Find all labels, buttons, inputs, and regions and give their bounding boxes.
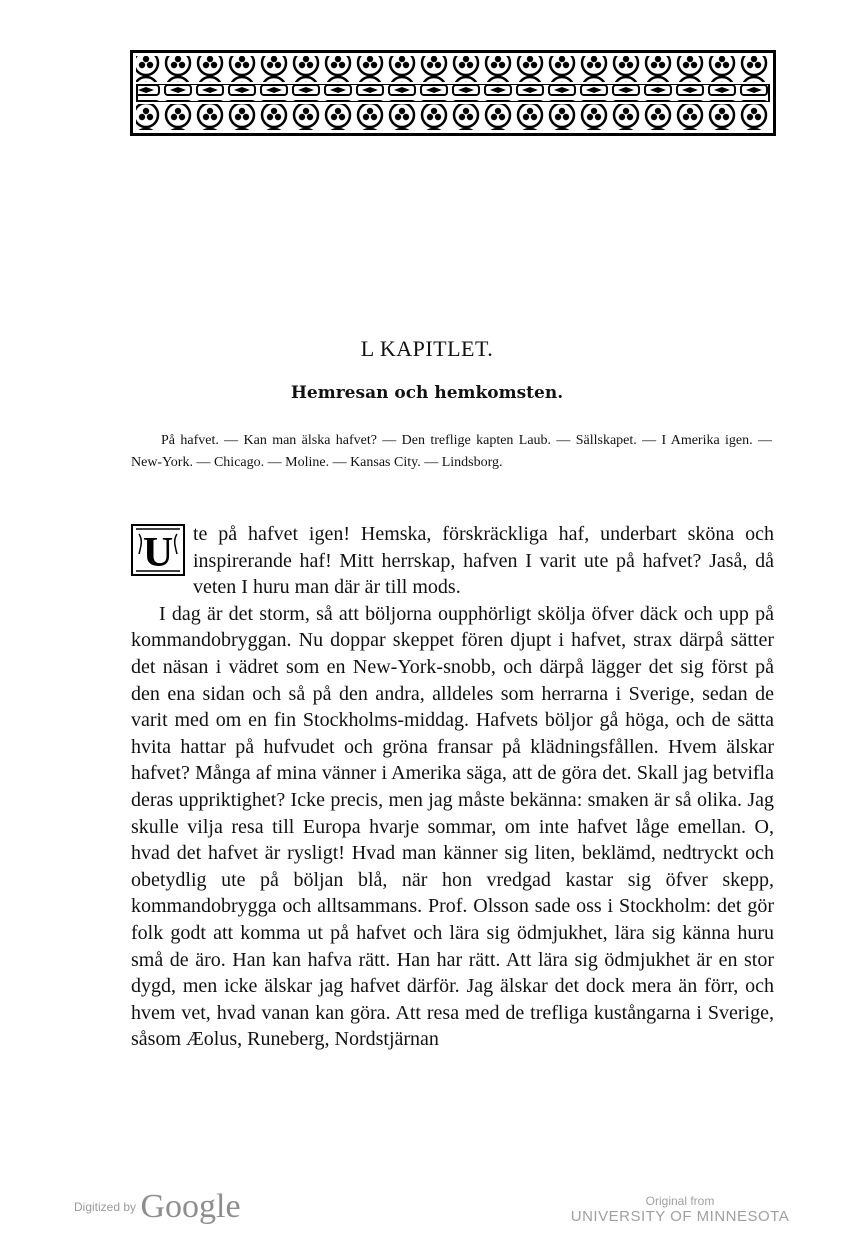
google-logo: Google xyxy=(140,1188,241,1225)
ornamental-header-band-icon xyxy=(130,50,776,136)
paragraph-1-text: te på hafvet igen! Hemska, förskräckliga haf, underbart sköna och inspirerande haf! Mitt herrskap, hafven I varit ute på hafvet? Jaså, då veten I huru man där är till mods. xyxy=(193,523,774,599)
original-from-label: Original from xyxy=(645,1194,715,1208)
paragraph-1 xyxy=(131,521,774,601)
digitized-by-watermark xyxy=(74,1188,241,1226)
paragraph-2: I dag är det storm, så att böljorna oupphörligt skölja öfver däck och upp på kommandobryggan. Nu doppar skeppet fören djupt i hafvet, strax därpå sätter det näsan i vädret som en New-York-snobb, och därpå lägger det sig först på den ena sidan och så på den andra, alldeles som herrarna i Sverige, sedan de varit med om en fin Stockholms-middag. Hafvets böljor gå höga, och de sätta hvita hattar på hufvudet och gröna fransar på klädningsfållen. Hvem älskar hafvet? Många af mina vänner i Amerika säga, att de göra det. Skall jag betvifla deras uppriktighet? Icke precis, men jag måste bekänna: smaken är så olika. Jag skulle vilja resa till Europa hvarje sommar, om inte hafvet låge emellan. O, hvad det hafvet är rysligt! Hvad man känner sig liten, beklämd, nedtryckt och obetydlig ute på böljan blå, när hon vredgad kastar sig öfver skepp, kommandobrygga och alltsammans. Prof. Olsson sade oss i Stockholm: det gör folk godt att komma ut på hafvet och lära sig ödmjukhet, lära sig känna huru små de äro. Han kan hafva rätt. Han har rätt. Att lära sig ödmjukhet är en stor dygd, men icke älskar jag hafvet därför. Jag älskar det dock mera än förr, och hvem vet, hvad vanan kan göra. Att resa med de trefliga kustångarna i Sverige, såsom Æolus, Runeberg, Nordstjärnan xyxy=(131,602,774,1051)
university-label: UNIVERSITY OF MINNESOTA xyxy=(570,1208,790,1225)
body-text xyxy=(131,521,774,1053)
decorated-initial-u xyxy=(131,524,185,576)
chapter-title: L KAPITLET. xyxy=(360,336,494,361)
digitized-by-label: Digitized by xyxy=(74,1200,137,1214)
chapter-subtitle: Hemresan och hemkomsten. xyxy=(290,383,564,403)
chapter-summary: På hafvet. — Kan man älska hafvet? — Den treflige kapten Laub. — Sällskapet. — I Amerika igen. — New-York. — Chicago. — Moline. — Kansas City. — Lindsborg. xyxy=(131,433,772,470)
dropcap-letter: U xyxy=(142,530,174,576)
original-from-watermark xyxy=(560,1194,800,1225)
